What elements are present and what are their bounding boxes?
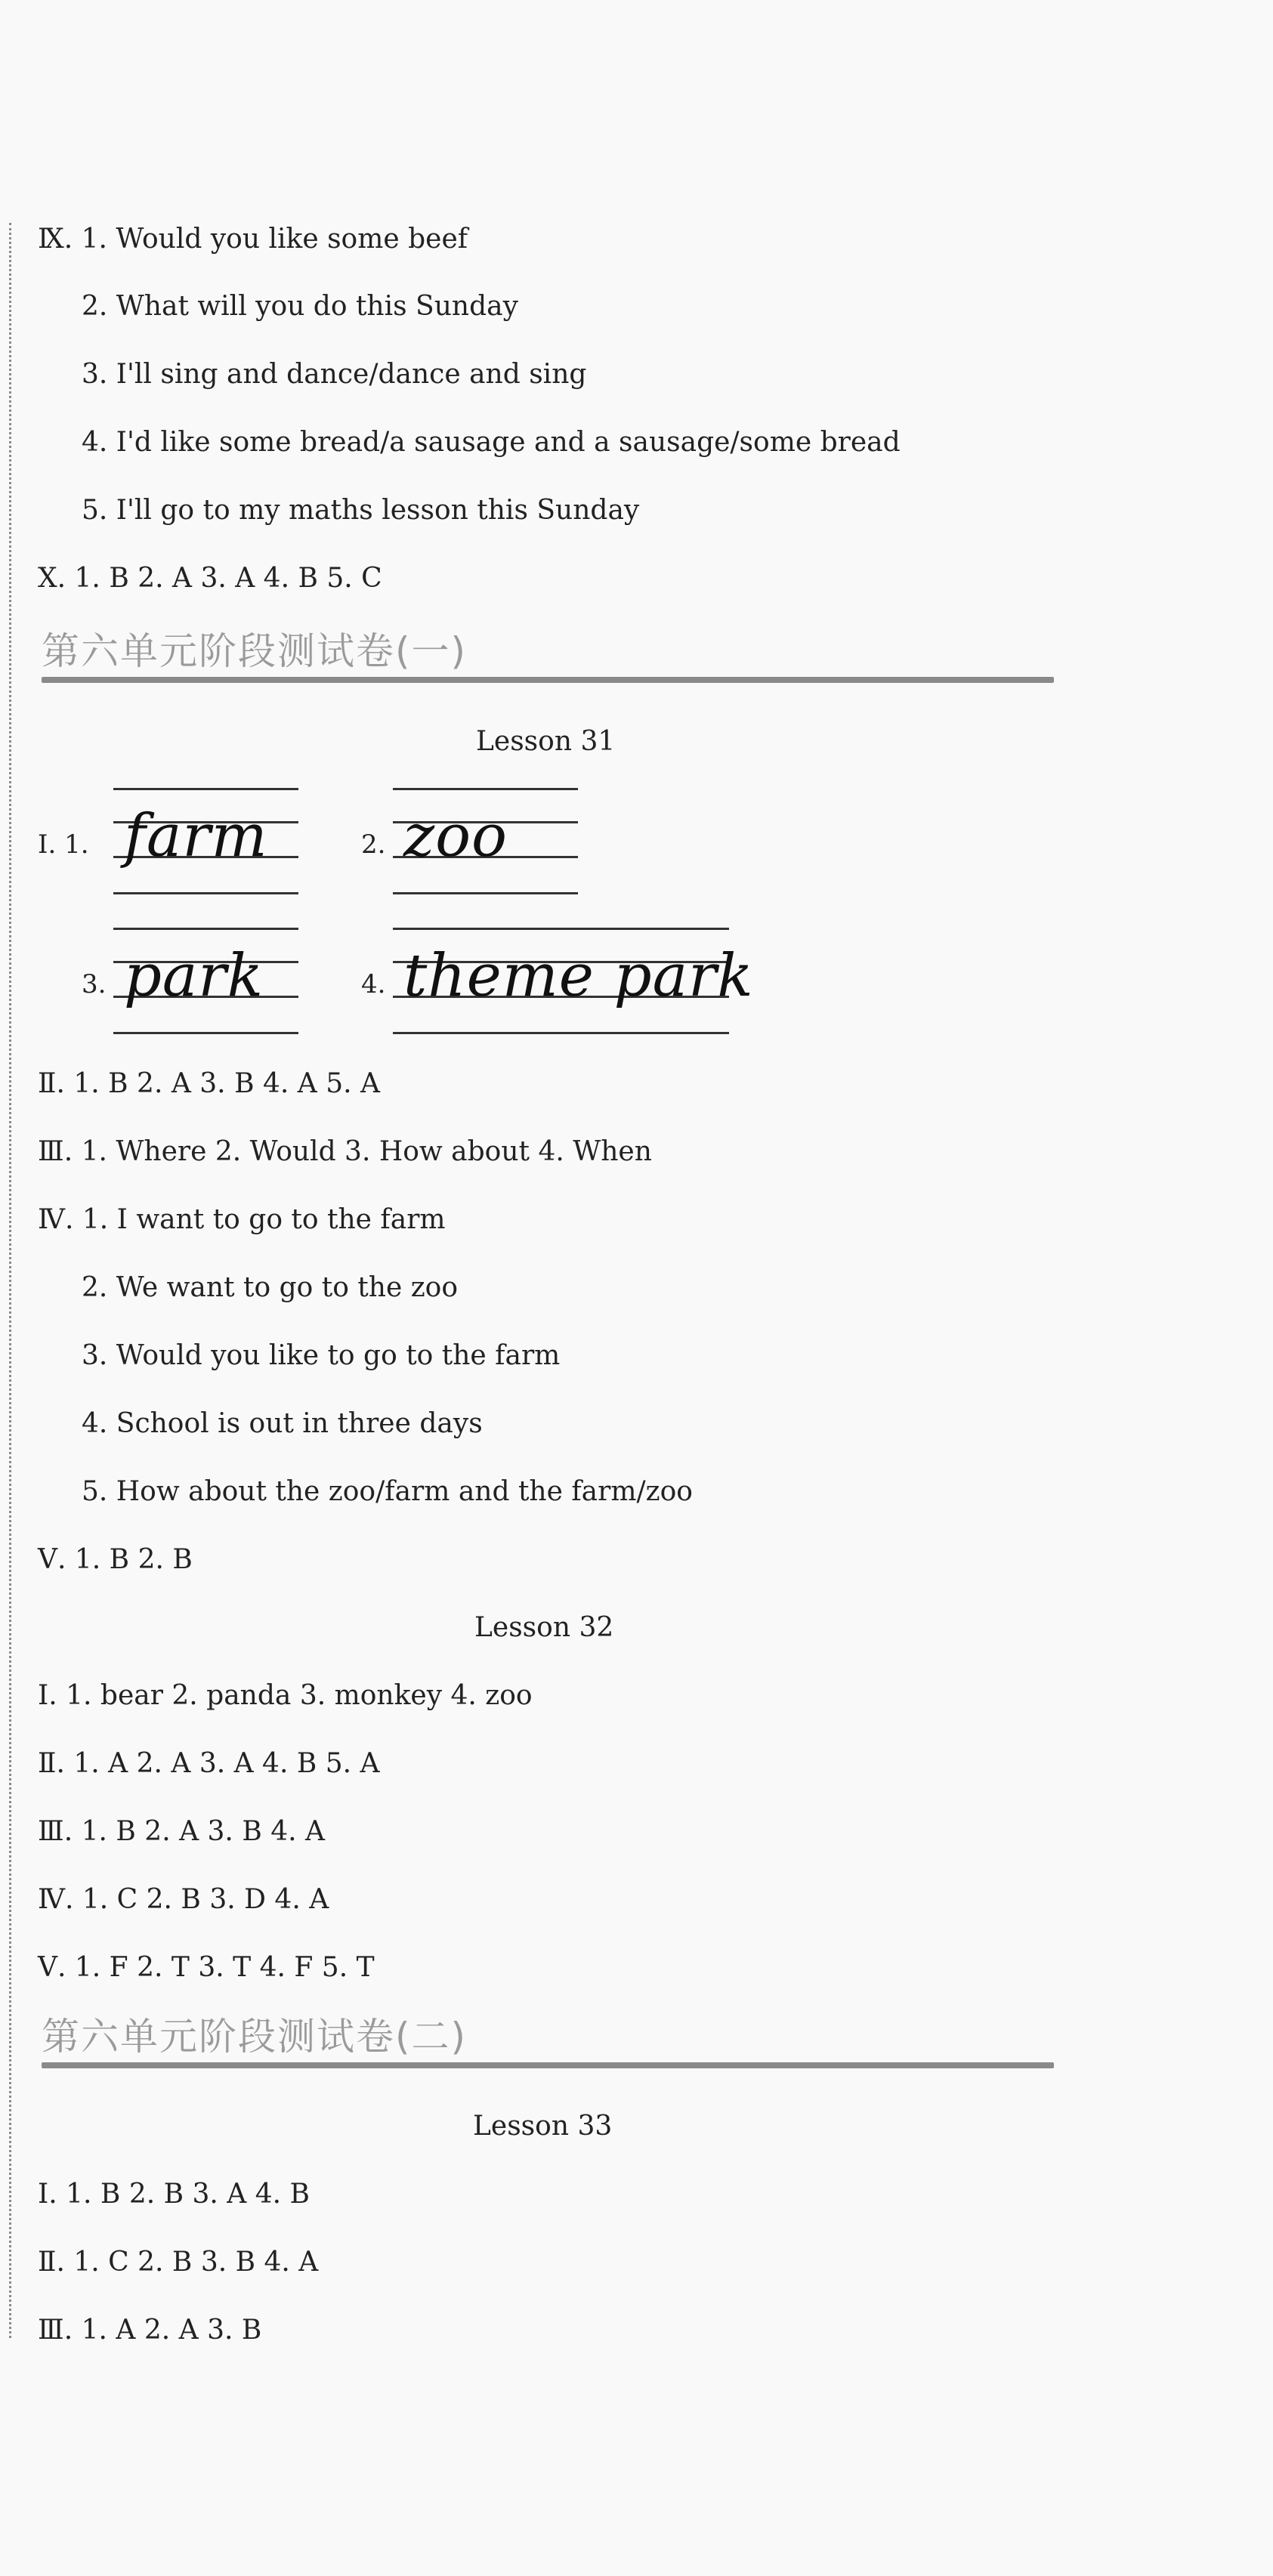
answer-l31-v: Ⅴ. 1. B 2. B xyxy=(38,1544,193,1575)
answer-text: 1. bear 2. panda 3. monkey 4. zoo xyxy=(66,1680,533,1711)
handwritten-word: theme park xyxy=(403,942,754,1010)
answer-text: 1. A 2. A 3. B xyxy=(81,2315,262,2346)
section-title-text: 第六单元阶段测试卷(一) xyxy=(42,629,468,673)
lesson-title: Lesson 33 xyxy=(473,2111,613,2142)
roman-numeral: Ⅴ xyxy=(38,1952,57,1983)
answer-l31-iii: Ⅲ. 1. Where 2. Would 3. How about 4. When xyxy=(38,1136,652,1167)
answer-text: 1. B 2. B 3. A 4. B xyxy=(66,2179,310,2210)
handwriting-label-3: 3. xyxy=(82,969,107,999)
answer-l31-iv-4: 4. School is out in three days xyxy=(82,1408,483,1439)
lesson-title: Lesson 31 xyxy=(476,726,616,757)
handwriting-lines-theme-park xyxy=(393,928,754,1033)
roman-numeral: Ⅰ xyxy=(38,829,48,860)
section-underline xyxy=(42,2062,1054,2068)
binding-margin-line xyxy=(9,223,11,2338)
answer-text: 1. B 2. B xyxy=(74,1544,193,1575)
answer-text: 1. B 2. A 3. B 4. A 5. A xyxy=(73,1068,380,1099)
answer-l32-i: Ⅰ. 1. bear 2. panda 3. monkey 4. zoo xyxy=(38,1680,533,1711)
answer-l32-iii: Ⅲ. 1. B 2. A 3. B 4. A xyxy=(38,1816,326,1847)
answer-l33-iii: Ⅲ. 1. A 2. A 3. B xyxy=(38,2315,262,2346)
answer-text: 1. B 2. A 3. B 4. A xyxy=(81,1816,326,1847)
handwritten-word: park xyxy=(124,942,264,1010)
roman-numeral: Ⅲ xyxy=(38,1816,64,1847)
answer-ix-1: Ⅸ. 1. Would you like some beef xyxy=(38,224,468,255)
roman-numeral: Ⅲ xyxy=(38,1136,64,1167)
answer-text: 1. Where 2. Would 3. How about 4. When xyxy=(81,1136,652,1167)
answer-l32-ii: Ⅱ. 1. A 2. A 3. A 4. B 5. A xyxy=(38,1748,380,1779)
answer-text: 1. F 2. T 3. T 4. F 5. T xyxy=(74,1952,375,1983)
answer-l33-i: Ⅰ. 1. B 2. B 3. A 4. B xyxy=(38,2179,310,2210)
roman-numeral: Ⅳ xyxy=(38,1204,65,1235)
handwritten-word: zoo xyxy=(403,802,508,870)
answer-text: 1. B 2. A 3. A 4. B 5. C xyxy=(74,563,382,594)
answer-ix-4: 4. I'd like some bread/a sausage and a sausage/some bread xyxy=(82,427,901,458)
answer-text: 1. A 2. A 3. A 4. B 5. A xyxy=(73,1748,380,1779)
answer-ix-3: 3. I'll sing and dance/dance and sing xyxy=(82,359,587,390)
lesson-title: Lesson 32 xyxy=(474,1612,614,1643)
section-title-1 xyxy=(42,629,1054,674)
roman-numeral: Ⅱ xyxy=(38,1748,57,1779)
handwriting-lines-zoo xyxy=(393,788,578,894)
answer-x: Ⅹ. 1. B 2. A 3. A 4. B 5. C xyxy=(38,563,382,594)
answer-l31-ii: Ⅱ. 1. B 2. A 3. B 4. A 5. A xyxy=(38,1068,380,1099)
item-number: 1. xyxy=(64,829,89,860)
answer-l31-iv-2: 2. We want to go to the zoo xyxy=(82,1272,459,1303)
section-title-text: 第六单元阶段测试卷(二) xyxy=(42,2015,468,2059)
roman-numeral: Ⅴ xyxy=(38,1544,57,1575)
answer-l31-iv-5: 5. How about the zoo/farm and the farm/zoo xyxy=(82,1476,693,1507)
answer-l31-iv-3: 3. Would you like to go to the farm xyxy=(82,1340,561,1371)
handwriting-label-1: Ⅰ. 1. xyxy=(38,829,89,860)
answer-text: 1. I want to go to the farm xyxy=(82,1204,446,1235)
answer-ix-2: 2. What will you do this Sunday xyxy=(82,291,518,322)
roman-numeral: Ⅰ xyxy=(38,1680,49,1711)
answer-text: 1. Would you like some beef xyxy=(81,224,468,255)
roman-numeral: Ⅳ xyxy=(38,1884,65,1915)
answer-l31-iv-1: Ⅳ. 1. I want to go to the farm xyxy=(38,1204,446,1235)
answer-l32-iv: Ⅳ. 1. C 2. B 3. D 4. A xyxy=(38,1884,329,1915)
roman-numeral: Ⅰ xyxy=(38,2179,49,2210)
handwritten-word: farm xyxy=(124,802,268,870)
handwriting-label-4: 4. xyxy=(361,969,386,999)
roman-numeral: Ⅱ xyxy=(38,2247,57,2278)
section-title-2 xyxy=(42,2014,1054,2059)
answer-l32-v: Ⅴ. 1. F 2. T 3. T 4. F 5. T xyxy=(38,1952,375,1983)
answer-ix-5: 5. I'll go to my maths lesson this Sunday xyxy=(82,495,640,526)
handwriting-lines-farm xyxy=(113,788,298,894)
roman-numeral: Ⅲ xyxy=(38,2315,64,2346)
roman-numeral: Ⅹ xyxy=(38,563,57,594)
handwriting-label-2: 2. xyxy=(361,829,386,860)
answer-l33-ii: Ⅱ. 1. C 2. B 3. B 4. A xyxy=(38,2247,319,2278)
section-underline xyxy=(42,677,1054,683)
roman-numeral: Ⅸ xyxy=(38,224,64,255)
handwriting-lines-park xyxy=(113,928,298,1033)
roman-numeral: Ⅱ xyxy=(38,1068,57,1099)
answer-text: 1. C 2. B 3. D 4. A xyxy=(82,1884,329,1915)
answer-text: 1. C 2. B 3. B 4. A xyxy=(73,2247,319,2278)
